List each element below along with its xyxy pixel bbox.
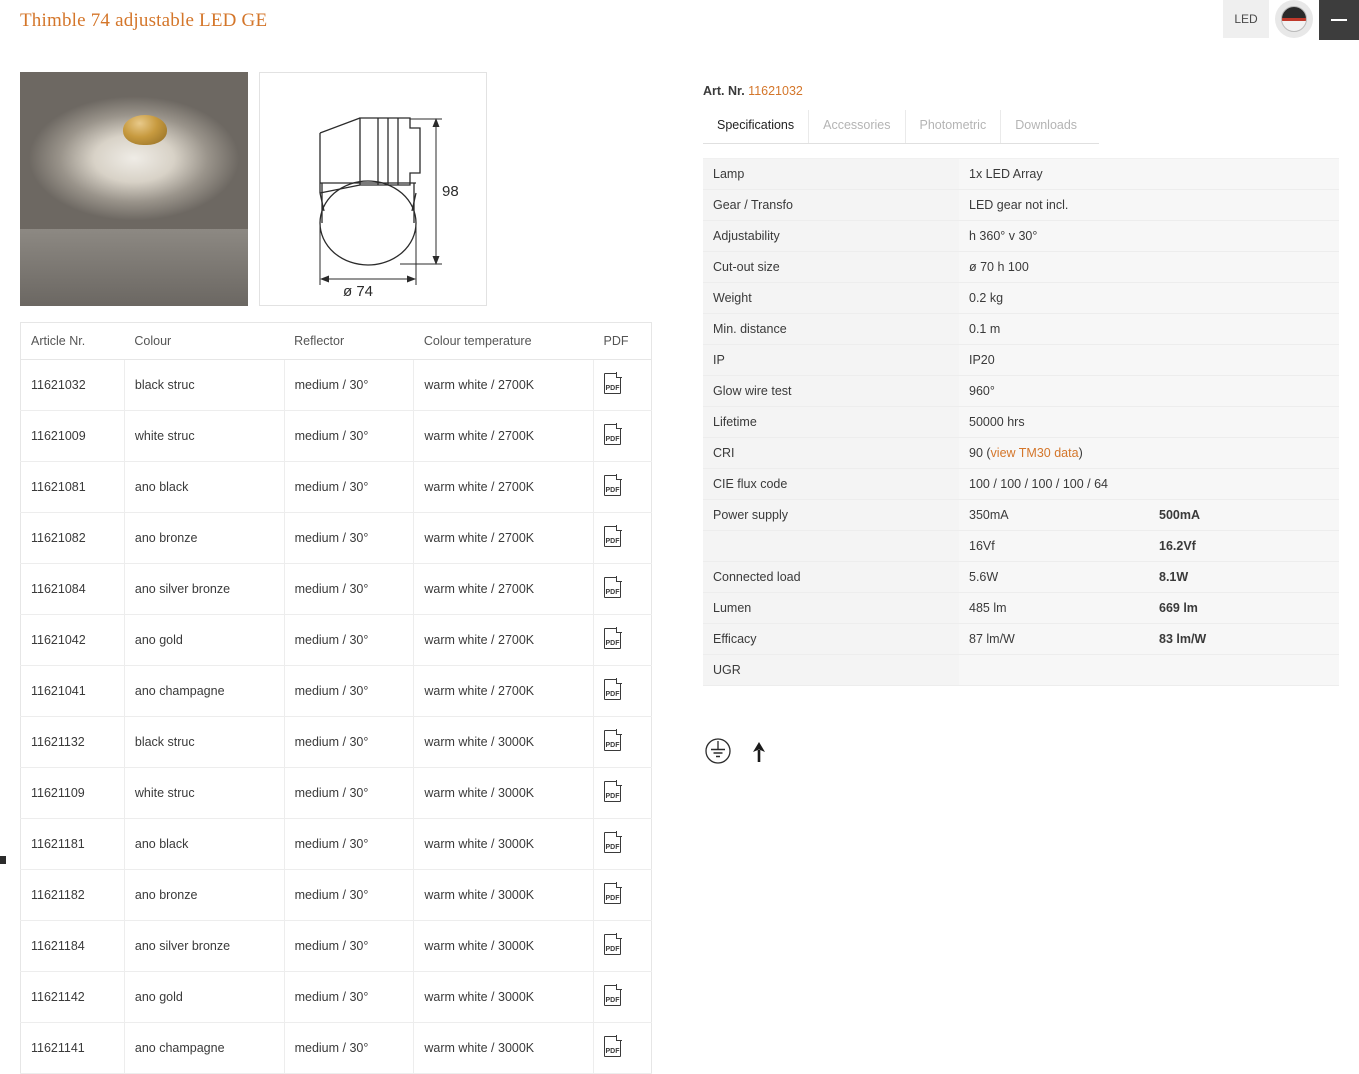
pdf-icon[interactable]: PDF — [604, 526, 621, 547]
product-photo[interactable] — [20, 72, 248, 306]
table-row[interactable] — [21, 513, 652, 564]
pdf-icon[interactable]: PDF — [604, 475, 621, 496]
spec-value-primary — [959, 655, 1149, 686]
cell-pdf[interactable] — [594, 768, 652, 819]
cell-reflector: medium / 30° — [284, 1023, 414, 1074]
cell-temperature: warm white / 2700K — [414, 411, 594, 462]
spec-value-secondary — [1149, 345, 1339, 376]
table-row[interactable] — [21, 870, 652, 921]
cell-reflector: medium / 30° — [284, 717, 414, 768]
cell-pdf[interactable] — [594, 411, 652, 462]
spec-row — [703, 655, 1339, 686]
render-sphere-button[interactable] — [1275, 0, 1313, 38]
cell-reflector: medium / 30° — [284, 360, 414, 411]
spec-row — [703, 376, 1339, 407]
pdf-icon[interactable]: PDF — [604, 985, 621, 1006]
spec-key — [703, 531, 959, 562]
spec-value-secondary: 83 lm/W — [1149, 624, 1339, 655]
table-row[interactable] — [21, 819, 652, 870]
spec-row — [703, 407, 1339, 438]
cell-colour: black struc — [124, 717, 284, 768]
spec-value-primary: 90 (view TM30 data) — [959, 438, 1149, 469]
spec-value-primary: 100 / 100 / 100 / 100 / 64 — [959, 469, 1149, 500]
spec-key: UGR — [703, 655, 959, 686]
cell-article: 11621084 — [21, 564, 125, 615]
tab-specifications[interactable]: Specifications — [703, 110, 809, 143]
spec-value-primary: 5.6W — [959, 562, 1149, 593]
spec-key: CRI — [703, 438, 959, 469]
spec-value-primary: 87 lm/W — [959, 624, 1149, 655]
cell-article: 11621081 — [21, 462, 125, 513]
cell-article: 11621042 — [21, 615, 125, 666]
spec-row — [703, 469, 1339, 500]
cell-temperature: warm white / 3000K — [414, 768, 594, 819]
spec-value-primary: ø 70 h 100 — [959, 252, 1149, 283]
cell-pdf[interactable] — [594, 564, 652, 615]
cell-article: 11621082 — [21, 513, 125, 564]
cell-colour: ano silver bronze — [124, 564, 284, 615]
cell-reflector: medium / 30° — [284, 615, 414, 666]
header-actions — [1223, 0, 1359, 42]
cell-temperature: warm white / 2700K — [414, 462, 594, 513]
photo-floor — [20, 229, 248, 306]
pdf-icon[interactable]: PDF — [604, 373, 621, 394]
col-reflector: Reflector — [284, 323, 414, 360]
cell-pdf[interactable] — [594, 513, 652, 564]
cell-colour: black struc — [124, 360, 284, 411]
cell-reflector: medium / 30° — [284, 462, 414, 513]
spec-key: Connected load — [703, 562, 959, 593]
spec-value-secondary — [1149, 469, 1339, 500]
cell-article: 11621041 — [21, 666, 125, 717]
article-number-label: Art. Nr. — [703, 84, 745, 98]
spec-row — [703, 345, 1339, 376]
cell-pdf[interactable] — [594, 870, 652, 921]
cell-colour: ano champagne — [124, 1023, 284, 1074]
spec-value-secondary — [1149, 283, 1339, 314]
spec-row — [703, 500, 1339, 531]
tab-accessories[interactable]: Accessories — [809, 110, 905, 143]
symbol-badges — [703, 736, 1339, 766]
cell-article: 11621182 — [21, 870, 125, 921]
pdf-icon[interactable]: PDF — [604, 934, 621, 955]
table-row[interactable] — [21, 768, 652, 819]
spec-row — [703, 531, 1339, 562]
spec-value-secondary — [1149, 376, 1339, 407]
variants-header-row — [21, 323, 652, 360]
col-colour: Colour — [124, 323, 284, 360]
pdf-icon[interactable]: PDF — [604, 730, 621, 751]
cell-temperature: warm white / 3000K — [414, 717, 594, 768]
minimize-button[interactable] — [1319, 0, 1359, 40]
cell-colour: ano gold — [124, 615, 284, 666]
cell-reflector: medium / 30° — [284, 768, 414, 819]
led-toggle-button[interactable]: LED — [1223, 0, 1269, 38]
cell-temperature: warm white / 3000K — [414, 921, 594, 972]
cell-pdf[interactable] — [594, 921, 652, 972]
right-column — [703, 84, 1339, 766]
cell-temperature: warm white / 3000K — [414, 972, 594, 1023]
table-row[interactable] — [21, 564, 652, 615]
pdf-icon[interactable]: PDF — [604, 832, 621, 853]
cell-temperature: warm white / 3000K — [414, 870, 594, 921]
spec-value-secondary: 16.2Vf — [1149, 531, 1339, 562]
photo-fixture — [123, 115, 167, 145]
cell-article: 11621142 — [21, 972, 125, 1023]
spec-value-primary: LED gear not incl. — [959, 190, 1149, 221]
spec-row — [703, 283, 1339, 314]
table-row[interactable] — [21, 972, 652, 1023]
pdf-icon[interactable]: PDF — [604, 781, 621, 802]
earth-protective-ground-icon — [703, 736, 733, 766]
pdf-icon[interactable]: PDF — [604, 577, 621, 598]
spec-key: Adjustability — [703, 221, 959, 252]
table-row[interactable] — [21, 360, 652, 411]
spec-value-secondary — [1149, 438, 1339, 469]
left-column — [20, 72, 652, 1074]
cell-reflector: medium / 30° — [284, 411, 414, 462]
table-row[interactable] — [21, 921, 652, 972]
detail-tabs — [703, 110, 1099, 144]
table-row[interactable] — [21, 1023, 652, 1074]
cell-colour: white struc — [124, 768, 284, 819]
spec-value-primary: 485 lm — [959, 593, 1149, 624]
spec-value-secondary: 500mA — [1149, 500, 1339, 531]
cell-pdf[interactable] — [594, 615, 652, 666]
spec-key: Lumen — [703, 593, 959, 624]
cell-colour: ano black — [124, 819, 284, 870]
cell-article: 11621141 — [21, 1023, 125, 1074]
spec-row — [703, 221, 1339, 252]
cell-article: 11621132 — [21, 717, 125, 768]
spec-value-primary: 16Vf — [959, 531, 1149, 562]
spec-value-primary: h 360° v 30° — [959, 221, 1149, 252]
spec-value-primary: 0.1 m — [959, 314, 1149, 345]
spec-row — [703, 562, 1339, 593]
spec-key: Lifetime — [703, 407, 959, 438]
spec-row — [703, 190, 1339, 221]
pdf-icon[interactable]: PDF — [604, 1036, 621, 1057]
spec-row — [703, 438, 1339, 469]
spec-value-secondary: 8.1W — [1149, 562, 1339, 593]
minimize-icon — [1331, 19, 1347, 21]
col-pdf: PDF — [594, 323, 652, 360]
cell-article: 11621181 — [21, 819, 125, 870]
mounting-distance-arrow-icon — [751, 740, 767, 762]
cell-colour: ano champagne — [124, 666, 284, 717]
spec-value-secondary — [1149, 314, 1339, 345]
cell-reflector: medium / 30° — [284, 870, 414, 921]
spec-value-primary: IP20 — [959, 345, 1149, 376]
spec-value-secondary — [1149, 159, 1339, 190]
spec-row — [703, 593, 1339, 624]
cell-pdf[interactable] — [594, 717, 652, 768]
spec-key: IP — [703, 345, 959, 376]
cell-article: 11621184 — [21, 921, 125, 972]
cell-pdf[interactable] — [594, 1023, 652, 1074]
cell-colour: ano bronze — [124, 870, 284, 921]
cell-colour: ano gold — [124, 972, 284, 1023]
window-header — [0, 0, 1359, 42]
photo-wall — [20, 72, 248, 229]
cell-reflector: medium / 30° — [284, 564, 414, 615]
cell-reflector: medium / 30° — [284, 819, 414, 870]
cell-pdf[interactable] — [594, 462, 652, 513]
spec-key: Cut-out size — [703, 252, 959, 283]
window-edge-artifact — [0, 856, 6, 864]
spec-key: Weight — [703, 283, 959, 314]
spec-key: Lamp — [703, 159, 959, 190]
spec-key: Gear / Transfo — [703, 190, 959, 221]
spec-value-primary: 350mA — [959, 500, 1149, 531]
page-title: Thimble 74 adjustable LED GE — [20, 10, 268, 31]
cell-article: 11621109 — [21, 768, 125, 819]
spec-value-primary: 960° — [959, 376, 1149, 407]
cell-pdf[interactable] — [594, 360, 652, 411]
spec-value-primary: 0.2 kg — [959, 283, 1149, 314]
drawing-height-label: 98 — [442, 183, 459, 200]
tab-downloads[interactable]: Downloads — [1015, 118, 1078, 132]
variants-table — [20, 322, 652, 1074]
spec-row — [703, 624, 1339, 655]
cell-temperature: warm white / 2700K — [414, 513, 594, 564]
cell-colour: white struc — [124, 411, 284, 462]
tm30-link[interactable]: view TM30 data — [990, 446, 1079, 460]
table-row[interactable] — [21, 615, 652, 666]
drawing-diameter-label: ø 74 — [343, 283, 374, 300]
technical-drawing[interactable] — [259, 72, 487, 306]
specifications-table — [703, 158, 1339, 686]
cell-temperature: warm white / 3000K — [414, 1023, 594, 1074]
spec-value-secondary — [1149, 190, 1339, 221]
spec-row — [703, 314, 1339, 345]
article-number — [703, 84, 1339, 98]
tab-photometric[interactable]: Photometric — [906, 110, 1002, 143]
spec-value-secondary — [1149, 655, 1339, 686]
cell-pdf[interactable] — [594, 819, 652, 870]
article-number-value: 11621032 — [748, 84, 803, 98]
cell-article: 11621032 — [21, 360, 125, 411]
cell-temperature: warm white / 2700K — [414, 360, 594, 411]
col-article-nr: Article Nr. — [21, 323, 125, 360]
table-row[interactable] — [21, 666, 652, 717]
table-row[interactable] — [21, 411, 652, 462]
spec-row — [703, 159, 1339, 190]
spec-value-secondary: 669 lm — [1149, 593, 1339, 624]
spec-row — [703, 252, 1339, 283]
sphere-render-icon — [1281, 6, 1307, 32]
cell-temperature: warm white / 2700K — [414, 615, 594, 666]
table-row[interactable] — [21, 462, 652, 513]
spec-key: Efficacy — [703, 624, 959, 655]
spec-key: CIE flux code — [703, 469, 959, 500]
cell-reflector: medium / 30° — [284, 972, 414, 1023]
spec-value-secondary — [1149, 221, 1339, 252]
pdf-icon[interactable]: PDF — [604, 883, 621, 904]
spec-key: Glow wire test — [703, 376, 959, 407]
cell-temperature: warm white / 2700K — [414, 666, 594, 717]
spec-key: Min. distance — [703, 314, 959, 345]
spec-value-primary: 50000 hrs — [959, 407, 1149, 438]
cell-reflector: medium / 30° — [284, 513, 414, 564]
cell-temperature: warm white / 3000K — [414, 819, 594, 870]
cell-pdf[interactable] — [594, 972, 652, 1023]
spec-value-primary: 1x LED Array — [959, 159, 1149, 190]
pdf-icon[interactable]: PDF — [604, 628, 621, 649]
cell-reflector: medium / 30° — [284, 666, 414, 717]
pdf-icon[interactable]: PDF — [604, 679, 621, 700]
col-colour-temperature: Colour temperature — [414, 323, 594, 360]
pdf-icon[interactable]: PDF — [604, 424, 621, 445]
cell-colour: ano bronze — [124, 513, 284, 564]
media-row — [20, 72, 652, 306]
spec-value-secondary — [1149, 407, 1339, 438]
cell-colour: ano black — [124, 462, 284, 513]
spec-key: Power supply — [703, 500, 959, 531]
cell-article: 11621009 — [21, 411, 125, 462]
cell-colour: ano silver bronze — [124, 921, 284, 972]
cell-pdf[interactable] — [594, 666, 652, 717]
cell-reflector: medium / 30° — [284, 921, 414, 972]
spec-value-secondary — [1149, 252, 1339, 283]
cell-temperature: warm white / 2700K — [414, 564, 594, 615]
table-row[interactable] — [21, 717, 652, 768]
